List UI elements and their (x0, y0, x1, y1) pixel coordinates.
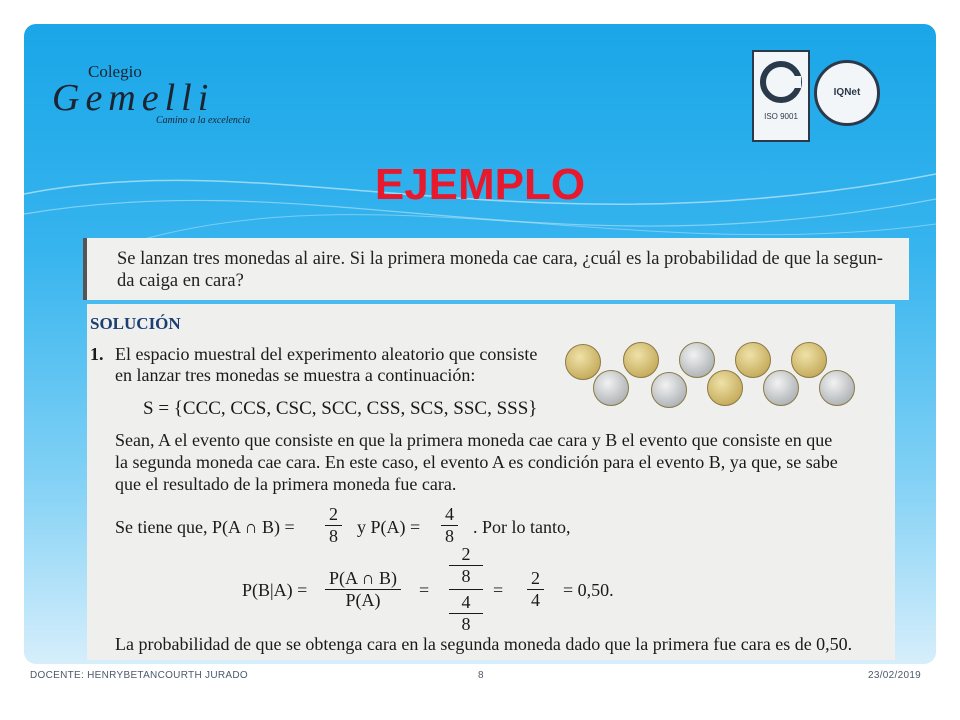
school-logo (52, 62, 282, 134)
coin-icon (819, 370, 855, 406)
logo-name: Gemelli (52, 77, 215, 119)
solution-panel (87, 304, 895, 660)
problem-line-2: da caiga en cara? (117, 271, 244, 291)
fraction-numerator: 2 (449, 544, 483, 566)
intro-line-1: El espacio muestral del experimento aleatorio que consiste (115, 344, 538, 364)
coin-icon (651, 372, 687, 408)
result-value: = 0,50. (563, 580, 614, 600)
fraction-denominator: 4 (531, 590, 540, 610)
iqnet-seal (814, 60, 880, 126)
fraction-p-a (441, 504, 458, 547)
fraction-numerator: 2 (527, 568, 544, 590)
events-line-3: que el resultado de la primera moneda fue cara. (115, 474, 457, 494)
slide-title: EJEMPLO (374, 160, 586, 209)
problem-line-1: Se lanzan tres monedas al aire. Si la primera moneda cae cara, ¿cuál es la probabilidad de que la segun- (117, 249, 883, 269)
equals-sign: = (493, 580, 504, 600)
footer-author: DOCENTE: HENRYBETANCOURTH JURADO (30, 670, 248, 681)
coin-icon (623, 342, 659, 378)
coin-icon (679, 342, 715, 378)
coin-icon (735, 342, 771, 378)
step-number: 1. (90, 344, 104, 364)
given-mid: y P(A) = (357, 517, 421, 537)
logo-colegio: Colegio (88, 62, 142, 81)
events-line-2: la segunda moneda cae cara. En este caso, el evento A es condición para el evento B, ya que, se sabe (115, 452, 838, 472)
coin-icon (707, 370, 743, 406)
fraction-denominator: P(A) (345, 590, 381, 610)
equals-sign: = (419, 580, 430, 600)
problem-statement (83, 238, 909, 300)
formula-lhs: P(B|A) = (242, 580, 308, 600)
icontec-icon (754, 52, 808, 108)
fraction-conditional-formula (325, 568, 401, 611)
footer-date: 23/02/2019 (868, 670, 922, 681)
coins-image (557, 334, 867, 414)
fraction-p-a-and-b (325, 504, 342, 547)
fraction-denominator: 8 (445, 526, 454, 546)
coin-icon (791, 342, 827, 378)
fraction-complex (449, 544, 483, 635)
solution-heading: SOLUCIÓN (90, 314, 181, 333)
sample-space: S = {CCC, CCS, CSC, SCC, CSS, SCS, SSC, SSS} (143, 398, 538, 419)
fraction-denominator: 8 (461, 566, 471, 586)
coin-icon (763, 370, 799, 406)
fraction-numerator: 4 (449, 592, 483, 614)
intro-line-2: en lanzar tres monedas se muestra a continuación: (115, 365, 476, 385)
coin-icon (593, 370, 629, 406)
fraction-denominator: 8 (461, 614, 471, 634)
fraction-numerator: P(A ∩ B) (325, 568, 401, 590)
coin-icon (565, 344, 601, 380)
fraction-result (527, 568, 544, 611)
fraction-denominator: 8 (329, 526, 338, 546)
footer-page-number: 8 (478, 670, 484, 681)
fraction-numerator: 4 (441, 504, 458, 526)
given-prefix: Se tiene que, P(A ∩ B) = (115, 517, 295, 537)
conclusion: La probabilidad de que se obtenga cara en la segunda moneda dado que la primera fue cara es de 0,50. (115, 634, 853, 654)
iqnet-label: IQNet (833, 87, 861, 98)
fraction-numerator: 2 (325, 504, 342, 526)
icontec-iso-9001-seal (752, 50, 810, 142)
given-suffix: . Por lo tanto, (473, 517, 571, 537)
iso-label: ISO 9001 (764, 112, 798, 121)
events-line-1: Sean, A el evento que consiste en que la primera moneda cae cara y B el evento que consiste en que (115, 430, 833, 450)
logo-tagline: Camino a la excelencia (156, 115, 251, 126)
